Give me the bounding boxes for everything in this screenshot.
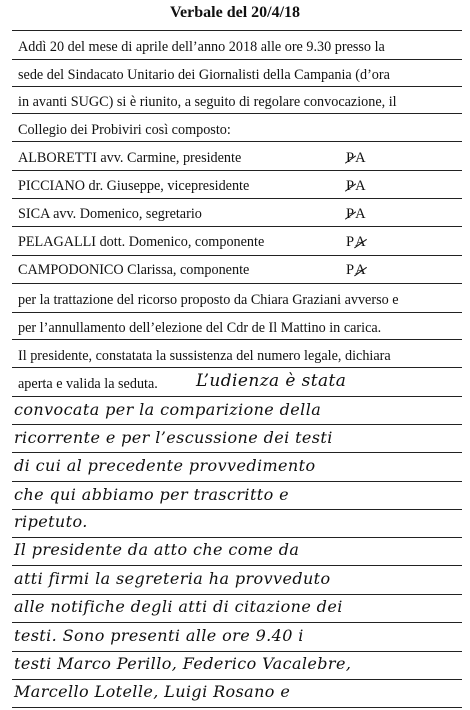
attendance-mark (346, 206, 386, 223)
member-name: ALBORETTI avv. Carmine, presidente (18, 150, 242, 166)
absent-mark: A (355, 206, 367, 222)
ruled-line (12, 679, 462, 680)
attendance-mark (346, 234, 386, 251)
ruled-line (12, 255, 462, 256)
member-name: PELAGALLI dott. Domenico, componente (18, 234, 265, 250)
ruled-line (12, 226, 462, 227)
ruled-line (12, 283, 462, 284)
ruled-line (12, 367, 462, 368)
ruled-line (12, 86, 462, 87)
ruled-line (12, 170, 462, 171)
ruled-line (12, 396, 462, 397)
ruled-line (12, 509, 462, 510)
crossed-present-mark: P (346, 150, 356, 166)
absent-mark: A (355, 178, 367, 194)
handwritten-line: alle notifiche degli atti di citazione dei (14, 597, 343, 616)
intro-line: sede del Sindacato Unitario dei Giornalisti della Campania (d’ora (18, 67, 390, 83)
member-name: PICCIANO dr. Giuseppe, vicepresidente (18, 178, 250, 194)
handwritten-line: che qui abbiamo per trascritto e (14, 485, 289, 504)
ruled-line (12, 198, 462, 199)
handwritten-line: testi Marco Perillo, Federico Vacalebre, (14, 654, 352, 673)
present-mark: P (346, 234, 356, 250)
ruled-line (12, 30, 462, 31)
purpose-line: per l’annullamento dell’elezione del Cdr de Il Mattino in carica. (18, 320, 382, 336)
page-title: Verbale del 20/4/18 (169, 4, 301, 21)
ruled-line (12, 481, 462, 482)
crossed-present-mark: P (346, 178, 356, 194)
handwritten-line: ricorrente e per l’escussione dei testi (14, 428, 333, 447)
purpose-line: per la trattazione del ricorso proposto da Chiara Graziani avverso e (18, 292, 399, 308)
intro-line: Addì 20 del mese di aprile dell’anno 2018 alle ore 9.30 presso la (18, 39, 385, 55)
handwritten-line: Il presidente da atto che come da (14, 540, 300, 559)
ruled-line (12, 622, 462, 623)
handwritten-line: convocata per la comparizione della (14, 400, 322, 419)
attendance-mark (346, 178, 386, 195)
handwritten-line: ripetuto. (14, 512, 88, 531)
ruled-line (12, 113, 462, 114)
ruled-line (12, 424, 462, 425)
crossed-absent-mark: A (355, 262, 367, 278)
member-name: CAMPODONICO Clarissa, componente (18, 262, 250, 278)
handwritten-line: testi. Sono presenti alle ore 9.40 i (14, 626, 304, 645)
attendance-mark (346, 150, 386, 167)
handwritten-line: L’udienza è stata (196, 371, 347, 391)
ruled-line (12, 339, 462, 340)
ruled-line (12, 594, 462, 595)
intro-line: in avanti SUGC) si è riunito, a seguito di regolare convocazione, il (18, 94, 397, 110)
ruled-line (12, 59, 462, 60)
crossed-present-mark: P (346, 206, 356, 222)
handwritten-line: di cui al precedente provvedimento (14, 456, 316, 475)
ruled-line (12, 565, 462, 566)
president-line: Il presidente, constatata la sussistenza del numero legale, dichiara (18, 348, 391, 364)
crossed-absent-mark: A (355, 234, 367, 250)
ruled-line (12, 452, 462, 453)
ruled-line (12, 651, 462, 652)
ruled-line (12, 312, 462, 313)
attendance-mark (346, 262, 386, 279)
handwritten-line: Marcello Lotelle, Luigi Rosano e (14, 682, 291, 701)
president-line: aperta e valida la seduta. (18, 376, 158, 392)
ruled-line (12, 537, 462, 538)
intro-line: Collegio dei Probiviri così composto: (18, 122, 231, 138)
member-name: SICA avv. Domenico, segretario (18, 206, 202, 222)
absent-mark: A (355, 150, 367, 166)
ruled-line (12, 141, 462, 142)
handwritten-line: atti firmi la segreteria ha provveduto (14, 569, 331, 588)
present-mark: P (346, 262, 356, 278)
ruled-line (12, 707, 462, 708)
